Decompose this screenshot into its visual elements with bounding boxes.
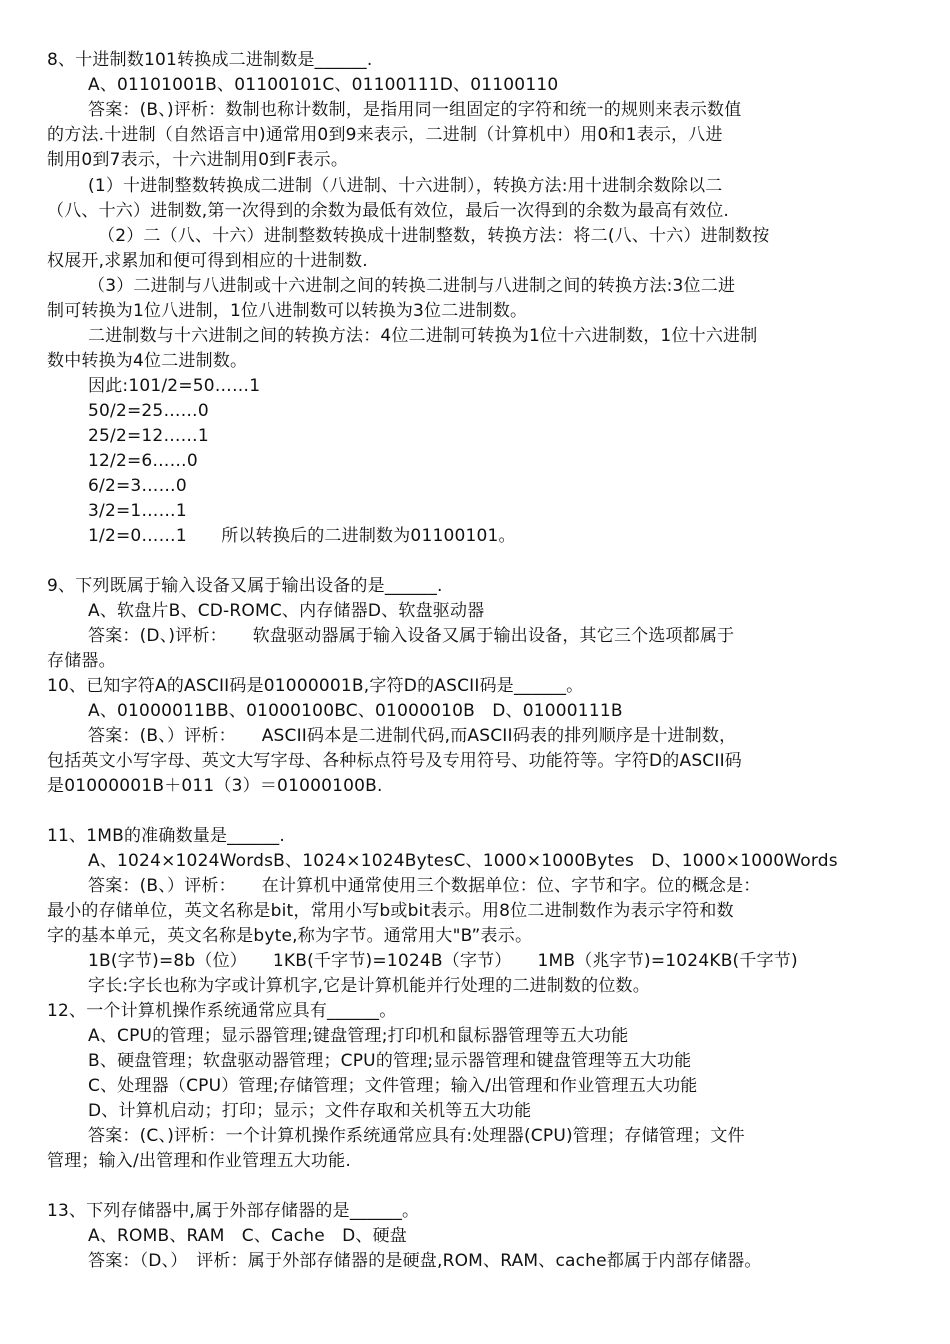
question-12-option-c: C、处理器（CPU）管理;存储管理；文件管理；输入/出管理和作业管理五大功能 <box>88 1076 698 1096</box>
paragraph-line: 存储器。 <box>47 651 116 671</box>
answer-line: 答案：(B、）评析： 在计算机中通常使用三个数据单位：位、字节和字。位的概念是： <box>88 876 761 896</box>
question-11-title: 11、1MB的准确数量是______. <box>47 826 285 846</box>
calc-line: 12/2=6……0 <box>88 451 198 471</box>
question-13-title: 13、下列存储器中,属于外部存储器的是______。 <box>47 1201 420 1221</box>
question-12-title: 12、一个计算机操作系统通常应具有______。 <box>47 1001 397 1021</box>
question-8-title: 8、十进制数101转换成二进制数是______. <box>47 50 373 70</box>
question-12-option-b: B、硬盘管理；软盘驱动器管理；CPU的管理;显示器管理和键盘管理等五大功能 <box>88 1051 692 1071</box>
paragraph-line: 1B(字节)=8b（位） 1KB(千字节)=1024B（字节） 1MB（兆字节)=1024KB(千字节) <box>88 951 798 971</box>
calc-line: 25/2=12……1 <box>88 426 209 446</box>
answer-line: 答案：（D、） 评析：属于外部存储器的是硬盘,ROM、RAM、cache都属于内部存储器。 <box>88 1251 762 1271</box>
question-12-option-d: D、计算机启动；打印；显示；文件存取和关机等五大功能 <box>88 1101 532 1121</box>
answer-line: 答案：(B、)评析：数制也称计数制，是指用同一组固定的字符和统一的规则来表示数值 <box>88 100 742 120</box>
paragraph-line: （八、十六）进制数,第一次得到的余数为最低有效位，最后一次得到的余数为最高有效位. <box>47 201 730 221</box>
paragraph-line: （2）二（八、十六）进制整数转换成十进制整数，转换方法：将二(八、十六）进制数按 <box>98 226 770 246</box>
paragraph-line: 权展开,求累加和便可得到相应的十进制数. <box>47 251 368 271</box>
question-9-options: A、软盘片B、CD-ROMC、内存储器D、软盘驱动器 <box>88 601 485 621</box>
answer-line: 答案：(C、)评析：一个计算机操作系统通常应具有:处理器(CPU)管理；存储管理；文件 <box>88 1126 745 1146</box>
paragraph-line: （3）二进制与八进制或十六进制之间的转换二进制与八进制之间的转换方法:3位二进 <box>88 276 736 296</box>
paragraph-line: 字长:字长也称为字或计算机字,它是计算机能并行处理的二进制数的位数。 <box>88 976 650 996</box>
paragraph-line: 制可转换为1位八进制，1位八进制数可以转换为3位二进制数。 <box>47 301 528 321</box>
calc-line: 1/2=0……1 所以转换后的二进制数为01100101。 <box>88 526 516 546</box>
paragraph-line: 字的基本单元，英文名称是byte,称为字节。通常用大"B”表示。 <box>47 926 533 946</box>
calc-line: 6/2=3……0 <box>88 476 187 496</box>
question-10-options: A、01000011BB、01000100BC、01000010B D、01000111B <box>88 701 623 721</box>
question-9-title: 9、下列既属于输入设备又属于输出设备的是______. <box>47 576 443 596</box>
calc-line: 50/2=25……0 <box>88 401 209 421</box>
paragraph-line: 最小的存储单位，英文名称是bit，常用小写b或bit表示。用8位二进制数作为表示字符和数 <box>47 901 734 921</box>
calc-line: 因此:101/2=50……1 <box>88 376 261 396</box>
paragraph-line: 是01000001B＋011（3）＝01000100B. <box>47 776 383 796</box>
paragraph-line: 管理；输入/出管理和作业管理五大功能. <box>47 1151 351 1171</box>
question-10-title: 10、已知字符A的ASCII码是01000001B,字符D的ASCII码是______。 <box>47 676 584 696</box>
paragraph-line: (1）十进制整数转换成二进制（八进制、十六进制），转换方法:用十进制余数除以二 <box>88 176 723 196</box>
paragraph-line: 制用0到7表示，十六进制用0到F表示。 <box>47 150 349 170</box>
answer-line: 答案：(B、）评析： ASCII码本是二进制代码,而ASCII码表的排列顺序是十进制数， <box>88 726 737 746</box>
question-13-options: A、ROMB、RAM C、Cache D、硬盘 <box>88 1226 407 1246</box>
paragraph-line: 数中转换为4位二进制数。 <box>47 351 248 371</box>
question-8-options: A、01101001B、01100101C、01100111D、01100110 <box>88 75 559 95</box>
question-11-options: A、1024×1024WordsB、1024×1024BytesC、1000×1000Bytes D、1000×1000Words <box>88 851 838 871</box>
answer-line: 答案：(D、)评析： 软盘驱动器属于输入设备又属于输出设备，其它三个选项都属于 <box>88 626 735 646</box>
paragraph-line: 的方法.十进制（自然语言中)通常用0到9来表示，二进制（计算机中）用0和1表示，八进 <box>47 125 723 145</box>
paragraph-line: 包括英文小写字母、英文大写字母、各种标点符号及专用符号、功能符等。字符D的ASCII码 <box>47 751 743 771</box>
calc-line: 3/2=1……1 <box>88 501 187 521</box>
paragraph-line: 二进制数与十六进制之间的转换方法：4位二进制可转换为1位十六进制数，1位十六进制 <box>88 326 758 346</box>
question-12-option-a: A、CPU的管理；显示器管理;键盘管理;打印机和鼠标器管理等五大功能 <box>88 1026 629 1046</box>
